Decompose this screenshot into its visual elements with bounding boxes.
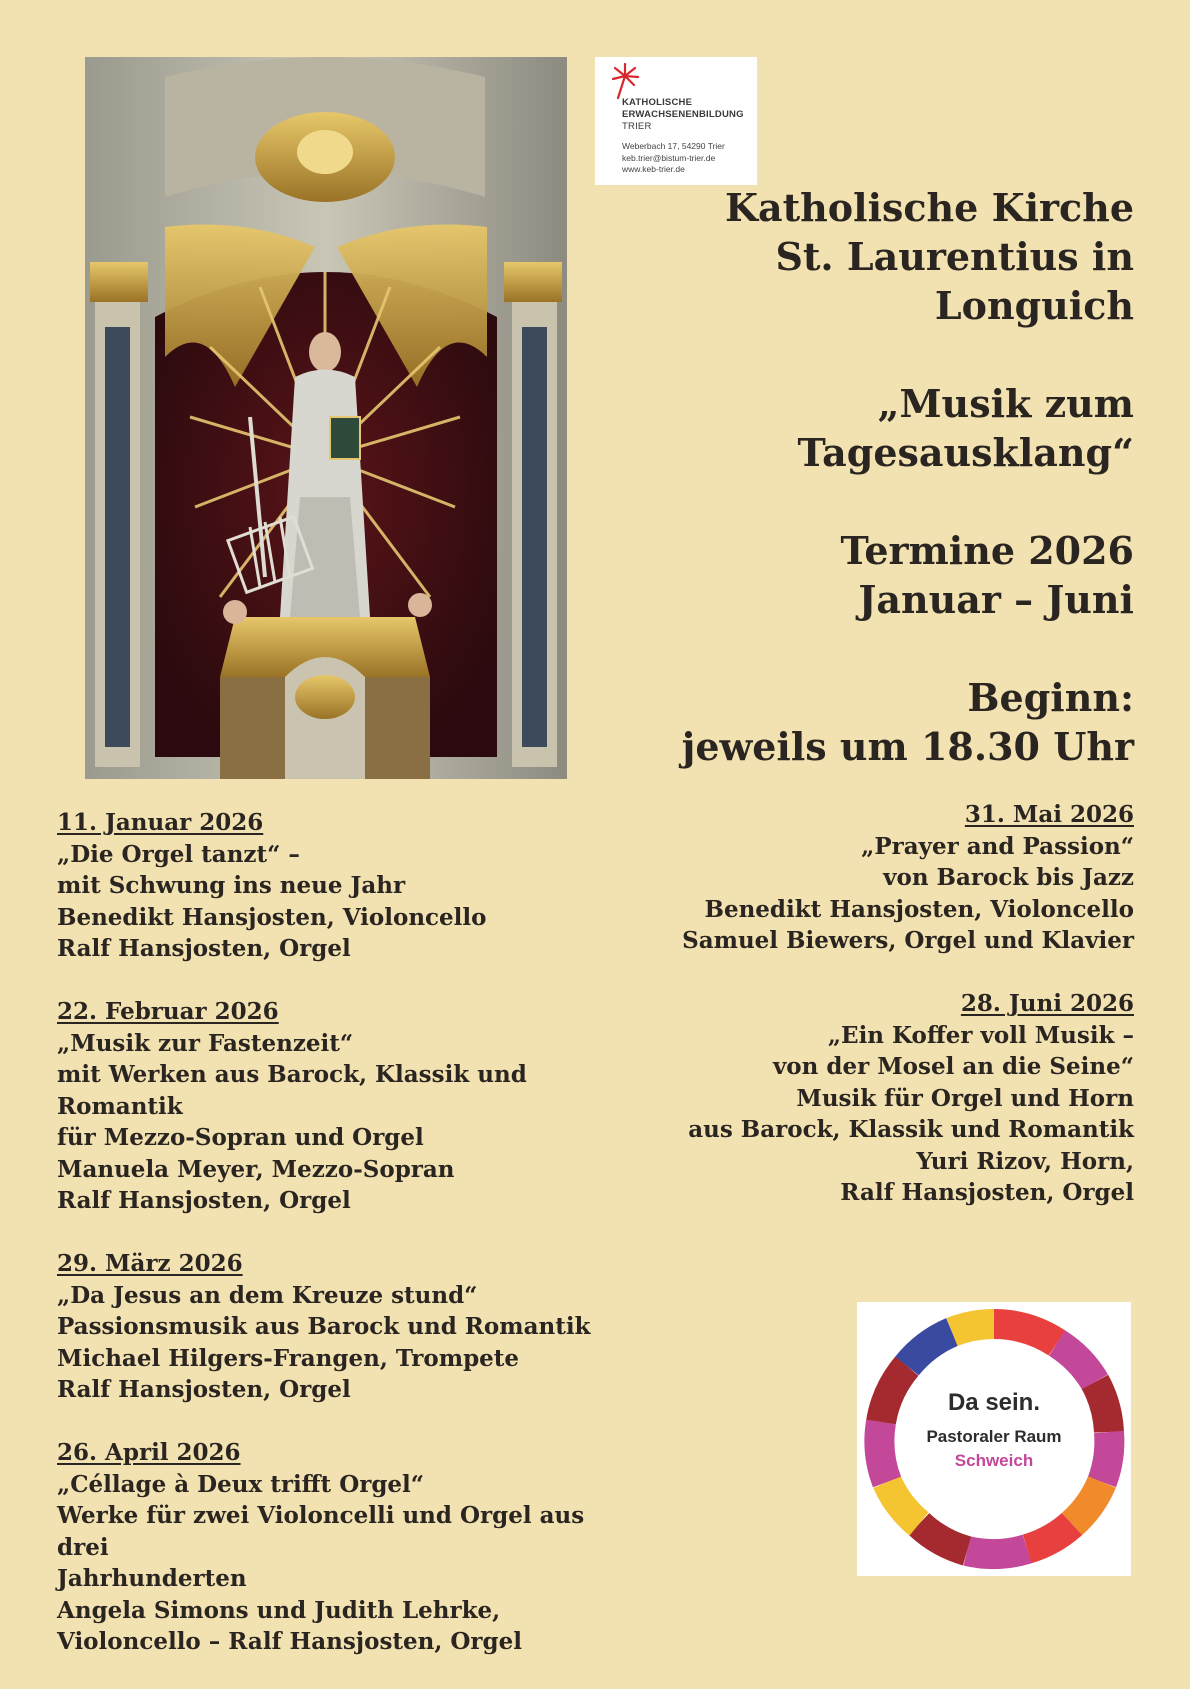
event-date: 29. März 2026: [57, 1250, 243, 1277]
start-time: [574, 673, 1134, 771]
event-title: „Musik zur Fastenzeit“: [57, 1029, 354, 1057]
event-date: 28. Juni 2026: [960, 990, 1134, 1017]
pastoral-raum-logo: [857, 1302, 1131, 1576]
event-performer: Ralf Hansjosten, Orgel: [57, 1187, 351, 1214]
event-subtitle: Romantik: [57, 1092, 183, 1120]
event-date: 31. Mai 2026: [964, 801, 1134, 828]
period-line1: Termine 2026: [840, 528, 1134, 573]
event-performer: Ralf Hansjosten, Orgel: [57, 1376, 351, 1403]
events-right-column: [634, 799, 1134, 1240]
event-subtitle: mit Werken aus Barock, Klassik und: [57, 1061, 527, 1088]
pastoral-ring-icon: [857, 1302, 1131, 1576]
event-performer: Angela Simons und Judith Lehrke,: [57, 1596, 501, 1624]
keb-name-line1: KATHOLISCHE: [622, 97, 693, 108]
keb-logo: [595, 57, 757, 185]
event-performer: Yuri Rizov, Horn,: [916, 1147, 1134, 1175]
altar-photo: [85, 57, 567, 779]
church-line2: St. Laurentius in Longuich: [775, 234, 1134, 328]
start-line1: Beginn:: [967, 675, 1134, 720]
event-subtitle: Jahrhunderten: [57, 1565, 247, 1592]
series-line2: Tagesausklang“: [797, 430, 1134, 475]
event-performer: Samuel Biewers, Orgel und Klavier: [682, 927, 1134, 954]
event-juni: [634, 988, 1134, 1209]
event-title: „Ein Koffer voll Musik –: [827, 1021, 1134, 1049]
event-subtitle: Werke für zwei Violoncelli und Orgel aus drei: [57, 1502, 585, 1561]
keb-name-line3: TRIER: [622, 121, 652, 132]
event-date: 22. Februar 2026: [57, 998, 279, 1025]
event-subtitle: für Mezzo-Sopran und Orgel: [57, 1124, 424, 1151]
event-mai: [634, 799, 1134, 957]
event-performer: Michael Hilgers-Frangen, Trompete: [57, 1344, 520, 1372]
pastoral-place: Schweich: [954, 1451, 1034, 1470]
event-title: „Céllage à Deux trifft Orgel“: [57, 1470, 425, 1498]
event-title: „Da Jesus an dem Kreuze stund“: [57, 1281, 478, 1309]
schedule-period: [574, 526, 1134, 624]
keb-contact: [622, 141, 725, 176]
event-performer: Ralf Hansjosten, Orgel: [840, 1179, 1134, 1206]
event-performer: Ralf Hansjosten, Orgel: [57, 935, 351, 962]
church-line1: Katholische Kirche: [724, 185, 1134, 230]
series-title: [574, 379, 1134, 477]
event-subtitle: Musik für Orgel und Horn: [796, 1084, 1134, 1112]
event-maerz: [57, 1248, 617, 1406]
event-performer: Benedikt Hansjosten, Violoncello: [57, 903, 487, 931]
series-line1: „Musik zum: [877, 381, 1134, 426]
period-line2: Januar – Juni: [858, 577, 1134, 622]
event-subtitle: aus Barock, Klassik und Romantik: [688, 1116, 1134, 1143]
event-februar: [57, 996, 617, 1217]
keb-name-line2: ERWACHSENENBILDUNG: [622, 109, 744, 120]
church-name: [574, 183, 1134, 330]
event-april: [57, 1437, 617, 1658]
keb-address: Weberbach 17, 54290 Trier: [622, 141, 725, 151]
keb-email: keb.trier@bistum-trier.de: [622, 152, 716, 163]
event-subtitle: von Barock bis Jazz: [883, 864, 1134, 891]
keb-star-icon: [607, 62, 643, 100]
events-left-column: [57, 807, 617, 1689]
event-januar: [57, 807, 617, 965]
event-performer: Manuela Meyer, Mezzo-Sopran: [57, 1155, 455, 1183]
event-performer: Benedikt Hansjosten, Violoncello: [704, 895, 1134, 923]
event-date: 26. April 2026: [57, 1439, 241, 1466]
event-performer: Violoncello – Ralf Hansjosten, Orgel: [57, 1628, 522, 1655]
event-title: von der Mosel an die Seine“: [772, 1053, 1134, 1080]
event-subtitle: Passionsmusik aus Barock und Romantik: [57, 1313, 591, 1340]
event-subtitle: mit Schwung ins neue Jahr: [57, 872, 406, 899]
pastoral-tagline: Da sein.: [947, 1389, 1041, 1416]
event-title: „Prayer and Passion“: [861, 832, 1134, 860]
pastoral-name: Pastoraler Raum: [926, 1427, 1062, 1446]
start-line2: jeweils um 18.30 Uhr: [681, 724, 1134, 769]
keb-website: www.keb-trier.de: [622, 164, 685, 174]
keb-name: [622, 97, 744, 133]
event-title: „Die Orgel tanzt“ –: [57, 840, 300, 868]
event-date: 11. Januar 2026: [57, 809, 264, 836]
headline: [574, 183, 1134, 771]
